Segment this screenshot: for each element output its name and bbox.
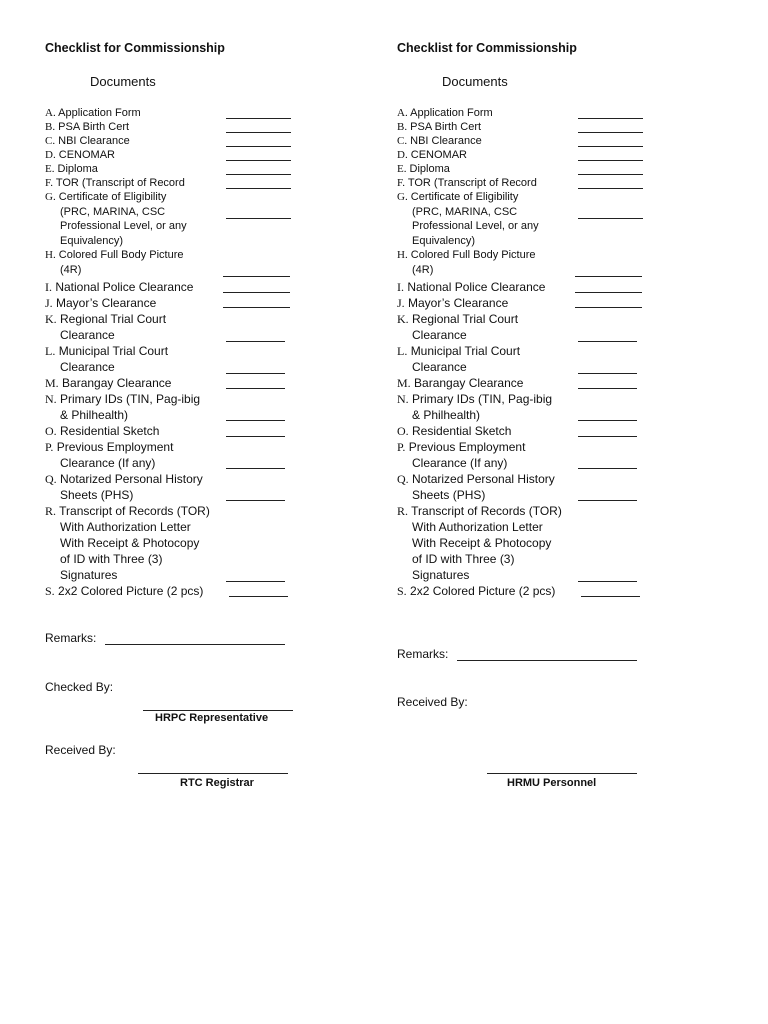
item-line (45, 503, 210, 519)
item-label: With Authorization Letter (412, 520, 543, 534)
item-line (45, 279, 193, 295)
checklist-item (45, 162, 98, 177)
item-label: Regional Trial Court (60, 312, 167, 326)
item-line (397, 343, 520, 359)
remarks-field-line[interactable] (105, 644, 285, 645)
checklist-item (397, 503, 562, 583)
item-label: (PRC, MARINA, CSC (412, 205, 518, 218)
item-label: Signatures (412, 568, 470, 582)
item-letter: L. (397, 344, 408, 358)
item-label: Barangay Clearance (414, 376, 524, 390)
item-label: of ID with Three (3) (412, 552, 515, 566)
checklist-item (397, 162, 450, 177)
item-label: With Receipt & Photocopy (412, 536, 552, 550)
item-label: Clearance (412, 328, 467, 342)
checklist-item (45, 423, 159, 439)
signatory-role: HRPC Representative (155, 712, 269, 724)
item-letter: O. (45, 424, 57, 438)
checkbox-blank-line[interactable] (223, 276, 290, 277)
item-letter: H. (397, 249, 408, 261)
item-letter: F. (45, 177, 53, 189)
checkbox-blank-line[interactable] (226, 188, 291, 189)
item-label: 2x2 Colored Picture (2 pcs) (58, 584, 204, 598)
item-letter: F. (397, 177, 405, 189)
checklist-item (45, 583, 203, 599)
item-label: Certificate of Eligibility (410, 191, 519, 203)
item-continuation-line (45, 551, 210, 567)
item-line (45, 248, 184, 263)
item-continuation-line (45, 487, 203, 503)
item-label: Certificate of Eligibility (58, 191, 167, 203)
checklist-item (45, 295, 156, 311)
item-letter: L. (45, 344, 56, 358)
checkbox-blank-line[interactable] (226, 436, 285, 437)
item-letter: S. (45, 584, 55, 598)
item-letter: A. (45, 107, 56, 119)
checklist-item (45, 375, 171, 391)
item-continuation-line (397, 567, 562, 583)
item-line (45, 311, 166, 327)
checkbox-blank-line[interactable] (226, 388, 285, 389)
checkbox-blank-line[interactable] (226, 174, 291, 175)
item-line (397, 423, 511, 439)
checklist-item (397, 343, 520, 375)
item-label: With Receipt & Photocopy (60, 536, 200, 550)
checkbox-blank-line[interactable] (578, 581, 637, 582)
checklist-item (397, 148, 467, 163)
item-letter: A. (397, 107, 408, 119)
item-letter: D. (397, 149, 408, 161)
checkbox-blank-line[interactable] (226, 160, 291, 161)
item-letter: G. (45, 191, 56, 203)
checklist-item (397, 176, 537, 191)
item-line (45, 343, 168, 359)
item-line (45, 134, 130, 149)
checklist-item (45, 176, 185, 191)
checkbox-blank-line[interactable] (575, 276, 642, 277)
item-letter: Q. (397, 472, 409, 486)
checkbox-blank-line[interactable] (226, 341, 285, 342)
checklist-item (397, 583, 555, 599)
item-label: Clearance (60, 328, 115, 342)
checkbox-blank-line[interactable] (578, 468, 637, 469)
item-letter: C. (397, 135, 408, 147)
item-letter: G. (397, 191, 408, 203)
item-line (45, 471, 203, 487)
item-letter: J. (45, 296, 53, 310)
checklist-item (45, 106, 141, 121)
item-letter: B. (397, 121, 408, 133)
item-line (397, 162, 450, 177)
checkbox-blank-line[interactable] (223, 307, 290, 308)
item-continuation-line (45, 407, 200, 423)
item-label: Residential Sketch (60, 424, 160, 438)
item-label: PSA Birth Cert (410, 121, 482, 133)
item-line (45, 439, 173, 455)
signature-label: Received By: (397, 695, 468, 709)
item-label: Primary IDs (TIN, Pag-ibig (60, 392, 201, 406)
item-label: Transcript of Records (TOR) (411, 504, 562, 518)
item-letter: I. (397, 280, 404, 294)
item-label: Previous Employment (408, 440, 526, 454)
item-line (45, 295, 156, 311)
item-letter: O. (397, 424, 409, 438)
item-label: Equivalency) (60, 234, 123, 247)
item-label: Clearance (412, 360, 467, 374)
item-continuation-line (45, 455, 173, 471)
checkbox-blank-line[interactable] (578, 118, 643, 119)
item-continuation-line (397, 359, 520, 375)
item-continuation-line (397, 327, 518, 343)
checkbox-blank-line[interactable] (578, 218, 643, 219)
checklist-form-left (0, 0, 340, 1024)
form-title: Checklist for Commissionship (397, 41, 577, 55)
item-letter: C. (45, 135, 56, 147)
checklist-form-right (352, 0, 692, 1024)
item-letter: Q. (45, 472, 57, 486)
signature-line[interactable] (138, 773, 288, 774)
item-continuation-line (397, 263, 536, 278)
item-label: & Philhealth) (60, 408, 129, 422)
item-line (397, 248, 536, 263)
checklist-item (397, 120, 481, 135)
item-label: Colored Full Body Picture (410, 249, 536, 261)
item-line (45, 106, 141, 121)
item-letter: I. (45, 280, 52, 294)
checkbox-blank-line[interactable] (578, 174, 643, 175)
checkbox-blank-line[interactable] (578, 146, 643, 147)
item-label: National Police Clearance (407, 280, 546, 294)
item-letter: S. (397, 584, 407, 598)
item-line (45, 148, 115, 163)
item-letter: M. (397, 376, 411, 390)
checkbox-blank-line[interactable] (226, 420, 285, 421)
item-label: Application Form (410, 107, 493, 119)
checklist-item (45, 148, 115, 163)
signatory-role: RTC Registrar (180, 777, 254, 789)
item-label: Previous Employment (56, 440, 174, 454)
item-continuation-line (397, 205, 539, 220)
checkbox-blank-line[interactable] (226, 118, 291, 119)
item-letter: H. (45, 249, 56, 261)
checkbox-blank-line[interactable] (226, 581, 285, 582)
item-continuation-line (45, 205, 187, 220)
item-label: Diploma (409, 163, 450, 175)
checklist-item (397, 279, 545, 295)
checklist-item (397, 295, 508, 311)
item-letter: P. (45, 440, 54, 454)
item-line (45, 391, 200, 407)
item-continuation-line (45, 234, 187, 249)
checklist-item (397, 439, 525, 471)
checkbox-blank-line[interactable] (578, 373, 637, 374)
checklist-item (397, 134, 482, 149)
item-line (397, 583, 555, 599)
item-line (397, 503, 562, 519)
item-letter: K. (45, 312, 57, 326)
item-label: Diploma (57, 163, 98, 175)
item-letter: P. (397, 440, 406, 454)
item-letter: R. (45, 504, 57, 518)
checklist-item (397, 311, 518, 343)
checklist-item (397, 423, 511, 439)
item-label: Barangay Clearance (62, 376, 172, 390)
item-label: TOR (Transcript of Record (407, 177, 537, 189)
item-line (397, 471, 555, 487)
item-letter: R. (397, 504, 409, 518)
checkbox-blank-line[interactable] (578, 132, 643, 133)
signature-label: Checked By: (45, 680, 114, 694)
item-label: Signatures (60, 568, 118, 582)
item-continuation-line (45, 327, 166, 343)
checklist-item (45, 311, 166, 343)
item-label: PSA Birth Cert (58, 121, 130, 133)
item-continuation-line (397, 407, 552, 423)
item-label: (4R) (60, 263, 82, 276)
checkbox-blank-line[interactable] (581, 596, 640, 597)
item-label: NBI Clearance (58, 135, 130, 147)
item-label: (PRC, MARINA, CSC (60, 205, 166, 218)
form-subtitle: Documents (442, 74, 508, 89)
item-label: National Police Clearance (55, 280, 194, 294)
item-line (397, 190, 539, 205)
item-label: Notarized Personal History (60, 472, 203, 486)
checkbox-blank-line[interactable] (575, 307, 642, 308)
item-line (397, 439, 525, 455)
checklist-item (397, 106, 493, 121)
item-label: Municipal Trial Court (410, 344, 521, 358)
item-letter: B. (45, 121, 56, 133)
checklist-item (397, 190, 539, 248)
item-continuation-line (397, 535, 562, 551)
item-line (397, 295, 508, 311)
item-label: Sheets (PHS) (60, 488, 134, 502)
item-label: Regional Trial Court (412, 312, 519, 326)
signature-line[interactable] (487, 773, 637, 774)
item-line (397, 279, 545, 295)
item-label: Primary IDs (TIN, Pag-ibig (412, 392, 553, 406)
item-label: Clearance (If any) (60, 456, 156, 470)
item-label: NBI Clearance (410, 135, 482, 147)
item-continuation-line (45, 263, 184, 278)
item-letter: J. (397, 296, 405, 310)
signature-line[interactable] (143, 710, 293, 711)
item-label: Equivalency) (412, 234, 475, 247)
checklist-item (45, 439, 173, 471)
item-continuation-line (397, 487, 555, 503)
item-continuation-line (397, 219, 539, 234)
checklist-item (45, 248, 184, 277)
item-line (45, 162, 98, 177)
item-line (45, 583, 203, 599)
item-line (45, 375, 171, 391)
item-line (45, 176, 185, 191)
item-label: & Philhealth) (412, 408, 481, 422)
item-line (45, 423, 159, 439)
checklist-item (45, 134, 130, 149)
checkbox-blank-line[interactable] (578, 500, 637, 501)
checklist-item (45, 391, 200, 423)
signatory-role: HRMU Personnel (507, 777, 597, 789)
item-continuation-line (397, 519, 562, 535)
item-continuation-line (45, 519, 210, 535)
form-title: Checklist for Commissionship (45, 41, 225, 55)
checklist-item (397, 471, 555, 503)
item-label: Clearance (60, 360, 115, 374)
checklist-item (45, 503, 210, 583)
checklist-item (397, 248, 536, 277)
checklist-item (45, 120, 129, 135)
item-letter: E. (397, 163, 407, 175)
signature-label: Received By: (45, 743, 116, 757)
checkbox-blank-line[interactable] (226, 146, 291, 147)
checkbox-blank-line[interactable] (226, 500, 285, 501)
remarks-field-line[interactable] (457, 660, 637, 661)
remarks-label: Remarks: (45, 631, 97, 645)
item-label: Municipal Trial Court (58, 344, 169, 358)
item-continuation-line (45, 219, 187, 234)
item-line (397, 134, 482, 149)
item-label: Clearance (If any) (412, 456, 508, 470)
item-label: Notarized Personal History (412, 472, 555, 486)
item-label: TOR (Transcript of Record (55, 177, 185, 189)
item-line (45, 190, 187, 205)
item-label: Professional Level, or any (60, 220, 187, 232)
checklist-item (45, 471, 203, 503)
item-label: Residential Sketch (412, 424, 512, 438)
checklist-item (45, 343, 168, 375)
item-label: With Authorization Letter (60, 520, 191, 534)
remarks-label: Remarks: (397, 647, 449, 661)
item-label: Application Form (58, 107, 141, 119)
item-letter: N. (397, 392, 409, 406)
checklist-item (45, 190, 187, 248)
item-line (397, 176, 537, 191)
item-label: Mayor’s Clearance (56, 296, 157, 310)
item-label: Sheets (PHS) (412, 488, 486, 502)
checklist-item (397, 391, 552, 423)
item-label: 2x2 Colored Picture (2 pcs) (410, 584, 556, 598)
item-label: of ID with Three (3) (60, 552, 163, 566)
item-line (397, 120, 481, 135)
checklist-item (397, 375, 523, 391)
item-label: (4R) (412, 263, 434, 276)
item-letter: K. (397, 312, 409, 326)
item-line (45, 120, 129, 135)
item-label: CENOMAR (410, 149, 467, 161)
item-continuation-line (397, 234, 539, 249)
checkbox-blank-line[interactable] (229, 596, 288, 597)
item-letter: M. (45, 376, 59, 390)
item-label: Colored Full Body Picture (58, 249, 184, 261)
checkbox-blank-line[interactable] (575, 292, 642, 293)
item-line (397, 106, 493, 121)
item-continuation-line (45, 535, 210, 551)
item-line (397, 148, 467, 163)
item-label: Mayor’s Clearance (408, 296, 509, 310)
item-label: Transcript of Records (TOR) (59, 504, 210, 518)
item-letter: N. (45, 392, 57, 406)
checkbox-blank-line[interactable] (226, 132, 291, 133)
item-letter: D. (45, 149, 56, 161)
checkbox-blank-line[interactable] (578, 420, 637, 421)
item-line (397, 375, 523, 391)
item-continuation-line (45, 567, 210, 583)
checkbox-blank-line[interactable] (223, 292, 290, 293)
checkbox-blank-line[interactable] (226, 468, 285, 469)
item-label: CENOMAR (58, 149, 115, 161)
checkbox-blank-line[interactable] (578, 341, 637, 342)
item-label: Professional Level, or any (412, 220, 539, 232)
item-line (397, 391, 552, 407)
checkbox-blank-line[interactable] (578, 436, 637, 437)
item-continuation-line (397, 551, 562, 567)
checkbox-blank-line[interactable] (578, 188, 643, 189)
form-subtitle: Documents (90, 74, 156, 89)
item-continuation-line (45, 359, 168, 375)
checkbox-blank-line[interactable] (578, 160, 643, 161)
item-continuation-line (397, 455, 525, 471)
checkbox-blank-line[interactable] (226, 373, 285, 374)
checkbox-blank-line[interactable] (578, 388, 637, 389)
item-line (397, 311, 518, 327)
checklist-item (45, 279, 193, 295)
checkbox-blank-line[interactable] (226, 218, 291, 219)
item-letter: E. (45, 163, 55, 175)
